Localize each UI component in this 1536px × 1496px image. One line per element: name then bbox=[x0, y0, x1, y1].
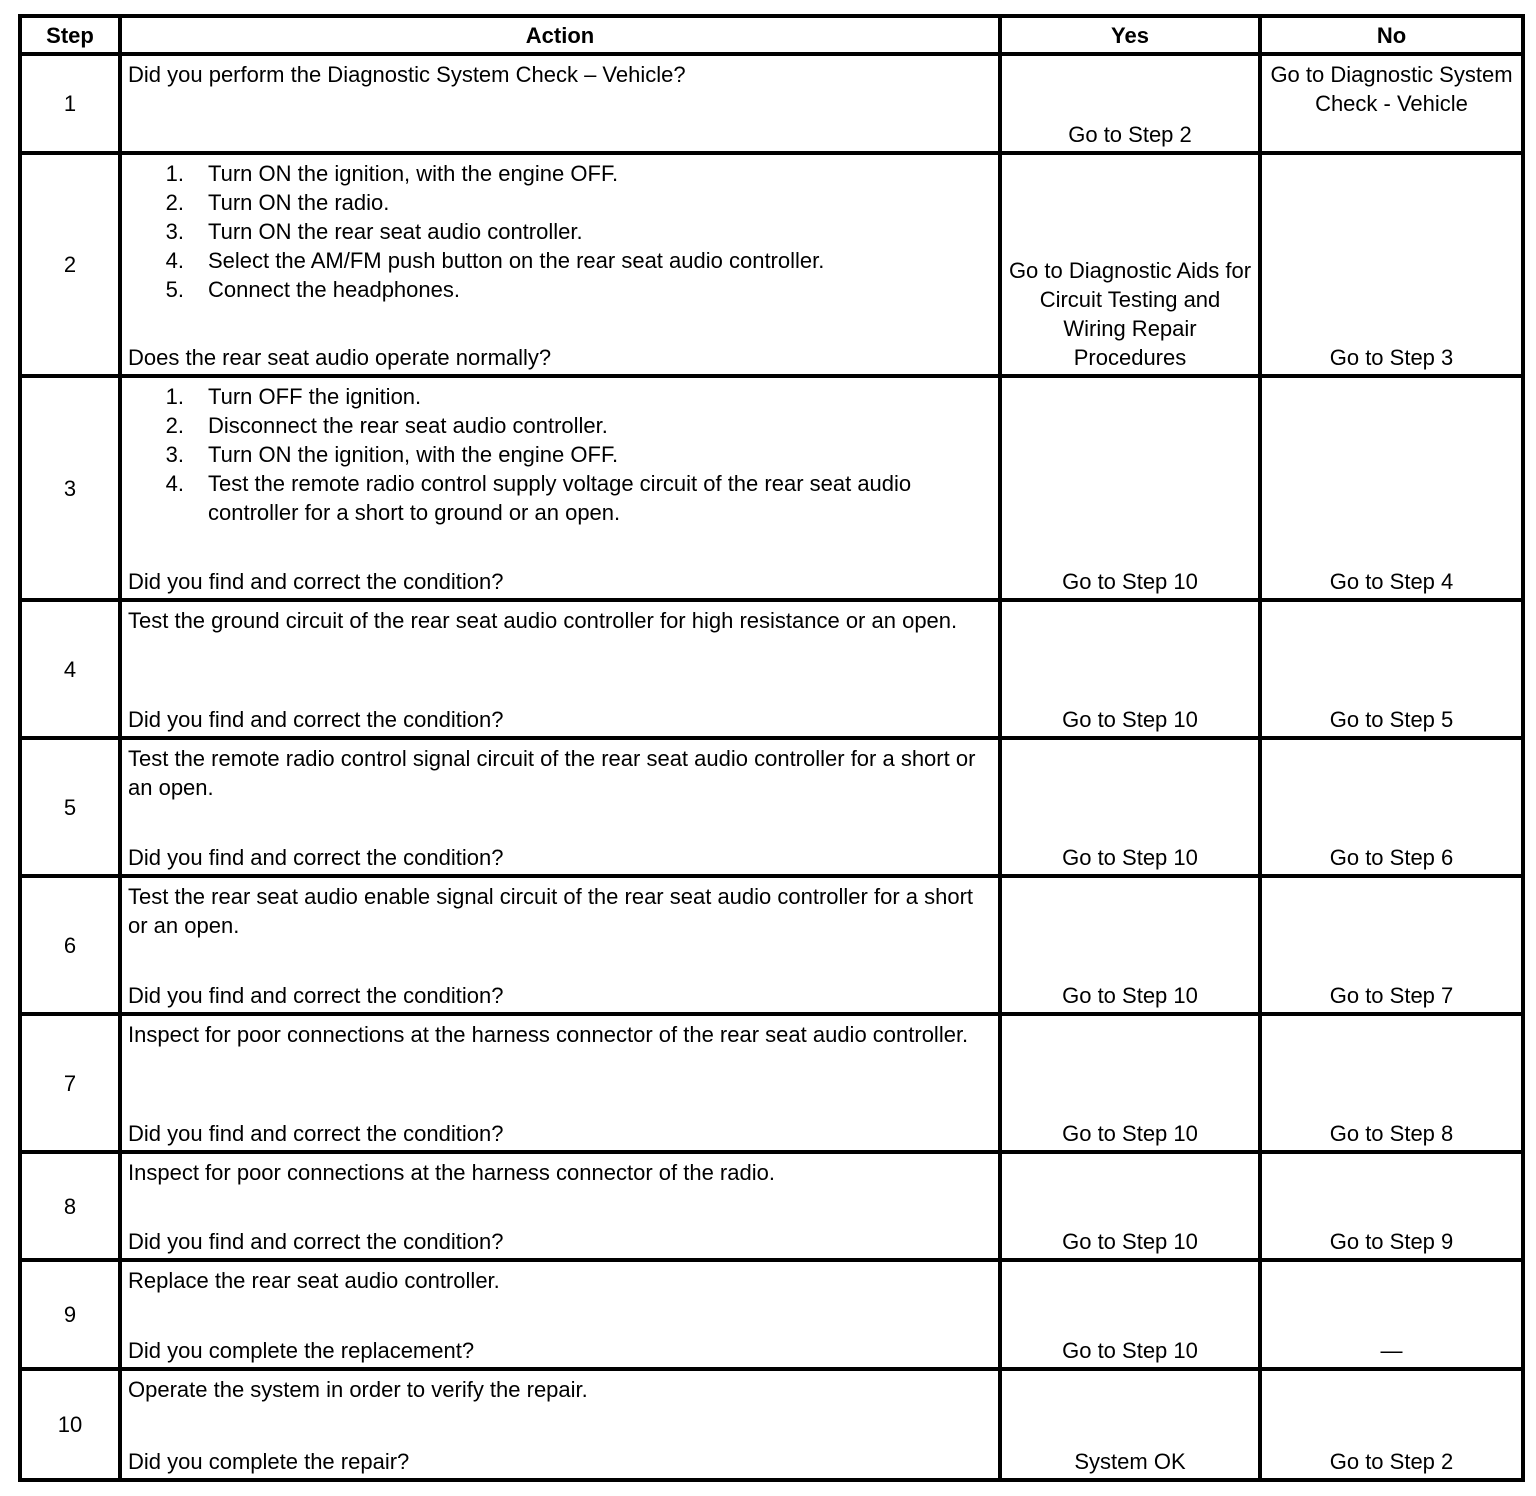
list-text: Turn ON the radio. bbox=[208, 190, 390, 215]
list-text: Connect the headphones. bbox=[208, 277, 460, 302]
action-cell bbox=[120, 738, 1000, 876]
list-number: 2. bbox=[165, 190, 184, 215]
list-number: 4. bbox=[165, 471, 184, 496]
list-text: Disconnect the rear seat audio controller. bbox=[208, 413, 608, 438]
list-number: 3. bbox=[165, 219, 184, 244]
action-text: Replace the rear seat audio controller. bbox=[128, 1268, 500, 1293]
action-question: Did you complete the repair? bbox=[128, 1449, 410, 1474]
step-number: 8 bbox=[20, 1152, 120, 1260]
no-cell: Go to Step 6 bbox=[1260, 738, 1523, 876]
action-text: Test the rear seat audio enable signal circuit of the rear seat audio controller for a short or an open. bbox=[128, 884, 974, 938]
yes-cell: System OK bbox=[1000, 1369, 1260, 1480]
yes-cell: Go to Diagnostic Aids for Circuit Testing and Wiring Repair Procedures bbox=[1000, 153, 1260, 376]
table-row bbox=[20, 738, 1523, 876]
header-step: Step bbox=[20, 16, 120, 54]
table-row bbox=[20, 1369, 1523, 1480]
action-cell bbox=[120, 876, 1000, 1014]
no-cell: Go to Step 8 bbox=[1260, 1014, 1523, 1152]
step-number: 7 bbox=[20, 1014, 120, 1152]
no-cell: Go to Step 9 bbox=[1260, 1152, 1523, 1260]
action-question: Did you find and correct the condition? bbox=[128, 1229, 504, 1254]
no-cell: Go to Step 2 bbox=[1260, 1369, 1523, 1480]
step-number: 3 bbox=[20, 376, 120, 600]
action-list-item bbox=[128, 159, 992, 188]
yes-cell: Go to Step 10 bbox=[1000, 876, 1260, 1014]
list-number: 4. bbox=[165, 248, 184, 273]
action-list bbox=[128, 159, 992, 304]
action-list-item bbox=[128, 382, 992, 411]
table-row bbox=[20, 1014, 1523, 1152]
action-text: Test the ground circuit of the rear seat audio controller for high resistance or an open. bbox=[128, 608, 958, 633]
action-text: Operate the system in order to verify the repair. bbox=[128, 1377, 588, 1402]
action-cell bbox=[120, 1152, 1000, 1260]
table-row bbox=[20, 876, 1523, 1014]
action-question: Did you find and correct the condition? bbox=[128, 983, 504, 1008]
list-text: Turn ON the ignition, with the engine OFF. bbox=[208, 442, 619, 467]
action-cell bbox=[120, 1260, 1000, 1369]
action-question: Did you find and correct the condition? bbox=[128, 1121, 504, 1146]
no-cell: Go to Step 5 bbox=[1260, 600, 1523, 738]
no-cell: Go to Diagnostic System Check - Vehicle bbox=[1260, 54, 1523, 153]
table-row bbox=[20, 376, 1523, 600]
action-question: Did you complete the replacement? bbox=[128, 1338, 475, 1363]
action-cell bbox=[120, 376, 1000, 600]
list-number: 1. bbox=[165, 384, 184, 409]
table-row bbox=[20, 600, 1523, 738]
header-yes: Yes bbox=[1000, 16, 1260, 54]
yes-cell: Go to Step 10 bbox=[1000, 600, 1260, 738]
yes-cell: Go to Step 10 bbox=[1000, 376, 1260, 600]
action-question: Did you find and correct the condition? bbox=[128, 707, 504, 732]
header-no: No bbox=[1260, 16, 1523, 54]
yes-cell: Go to Step 10 bbox=[1000, 1152, 1260, 1260]
action-question: Did you find and correct the condition? bbox=[128, 845, 504, 870]
step-number: 6 bbox=[20, 876, 120, 1014]
list-text: Select the AM/FM push button on the rear seat audio controller. bbox=[208, 248, 825, 273]
list-text: Turn OFF the ignition. bbox=[208, 384, 422, 409]
no-cell: — bbox=[1260, 1260, 1523, 1369]
yes-cell: Go to Step 2 bbox=[1000, 54, 1260, 153]
step-number: 4 bbox=[20, 600, 120, 738]
action-list-item bbox=[128, 469, 992, 527]
action-text: Inspect for poor connections at the harness connector of the rear seat audio controller. bbox=[128, 1022, 969, 1047]
step-number: 2 bbox=[20, 153, 120, 376]
diagnostic-table bbox=[18, 14, 1525, 1482]
yes-cell: Go to Step 10 bbox=[1000, 1260, 1260, 1369]
no-cell: Go to Step 4 bbox=[1260, 376, 1523, 600]
no-cell: Go to Step 3 bbox=[1260, 153, 1523, 376]
list-number: 3. bbox=[165, 442, 184, 467]
action-text: Inspect for poor connections at the harness connector of the radio. bbox=[128, 1160, 775, 1185]
list-text: Turn ON the ignition, with the engine OFF. bbox=[208, 161, 619, 186]
header-row bbox=[20, 16, 1523, 54]
step-number: 5 bbox=[20, 738, 120, 876]
action-list-item bbox=[128, 217, 992, 246]
action-list-item bbox=[128, 411, 992, 440]
action-question: Did you find and correct the condition? bbox=[128, 569, 504, 594]
action-list-item bbox=[128, 440, 992, 469]
list-number: 1. bbox=[165, 161, 184, 186]
action-text: Test the remote radio control signal circuit of the rear seat audio controller for a short or an open. bbox=[128, 746, 976, 800]
action-list-item bbox=[128, 188, 992, 217]
action-cell bbox=[120, 600, 1000, 738]
action-list-item bbox=[128, 275, 992, 304]
yes-cell: Go to Step 10 bbox=[1000, 1014, 1260, 1152]
action-cell bbox=[120, 153, 1000, 376]
no-cell: Go to Step 7 bbox=[1260, 876, 1523, 1014]
header-action: Action bbox=[120, 16, 1000, 54]
action-cell bbox=[120, 1369, 1000, 1480]
list-text: Turn ON the rear seat audio controller. bbox=[208, 219, 583, 244]
table-row bbox=[20, 1260, 1523, 1369]
action-cell bbox=[120, 54, 1000, 153]
step-number: 1 bbox=[20, 54, 120, 153]
action-cell bbox=[120, 1014, 1000, 1152]
step-number: 10 bbox=[20, 1369, 120, 1480]
table-row bbox=[20, 1152, 1523, 1260]
action-list-item bbox=[128, 246, 992, 275]
yes-cell: Go to Step 10 bbox=[1000, 738, 1260, 876]
table-row bbox=[20, 153, 1523, 376]
action-text: Did you perform the Diagnostic System Check – Vehicle? bbox=[128, 62, 686, 87]
table-row bbox=[20, 54, 1523, 153]
action-question: Does the rear seat audio operate normally? bbox=[128, 345, 552, 370]
action-list bbox=[128, 382, 992, 527]
step-number: 9 bbox=[20, 1260, 120, 1369]
list-number: 2. bbox=[165, 413, 184, 438]
list-number: 5. bbox=[165, 277, 184, 302]
list-text: Test the remote radio control supply voltage circuit of the rear seat audio controller for a short to ground or an open. bbox=[208, 471, 912, 525]
